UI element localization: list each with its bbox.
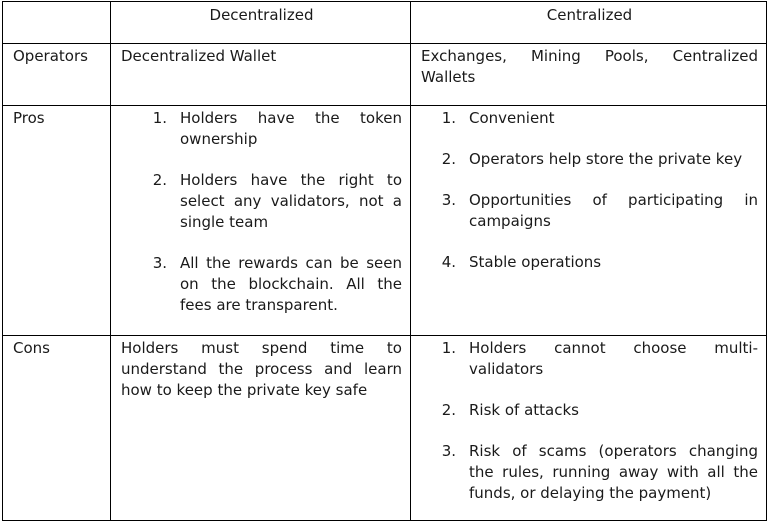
list-item: 2. Risk of attacks: [441, 401, 579, 419]
operators-label: Operators: [13, 47, 88, 65]
header-row: [3, 2, 767, 44]
pros-row: [3, 106, 767, 336]
operators-centralized-cell: [411, 44, 767, 106]
cons-label-cell: [3, 336, 111, 521]
list-item: 3. Risk of scams (operators changing the rules, running away with all the funds, or delaying the payment): [441, 442, 758, 502]
cons-row: [3, 336, 767, 521]
cons-decentralized-cell: [111, 336, 411, 521]
pros-label-cell: [3, 106, 111, 336]
list-item: 1. Holders have the token ownership: [152, 109, 402, 148]
list-item: 4. Stable operations: [441, 253, 602, 271]
list-item: 3. Opportunities of participating in campaigns: [441, 191, 758, 230]
pros-centralized-list: [421, 108, 758, 273]
operators-decentralized-cell: [111, 44, 411, 106]
comparison-table: [2, 1, 767, 521]
list-item: 2. Operators help store the private key: [441, 150, 743, 168]
operators-decentralized: Decentralized Wallet: [121, 47, 277, 65]
list-item: 1. Convenient: [441, 109, 555, 127]
list-item: 2. Holders have the right to select any validators, not a single team: [152, 171, 402, 231]
operators-label-cell: [3, 44, 111, 106]
pros-decentralized-list: [121, 108, 402, 316]
list-item: 1. Holders cannot choose multi-validators: [441, 339, 758, 378]
cons-centralized-cell: [411, 336, 767, 521]
pros-centralized-cell: [411, 106, 767, 336]
header-empty-cell: [3, 2, 111, 44]
pros-label: Pros: [13, 109, 45, 127]
cons-decentralized: Holders must spend time to understand the process and learn how to keep the private key safe: [121, 339, 402, 399]
header-decentralized: Decentralized: [111, 2, 411, 44]
operators-centralized: Exchanges, Mining Pools, Centralized Wallets: [421, 47, 758, 86]
list-item: 3. All the rewards can be seen on the blockchain. All the fees are transparent.: [152, 254, 402, 314]
header-centralized: Centralized: [411, 2, 767, 44]
cons-label: Cons: [13, 339, 50, 357]
cons-centralized-list: [421, 338, 758, 504]
operators-row: [3, 44, 767, 106]
pros-decentralized-cell: [111, 106, 411, 336]
